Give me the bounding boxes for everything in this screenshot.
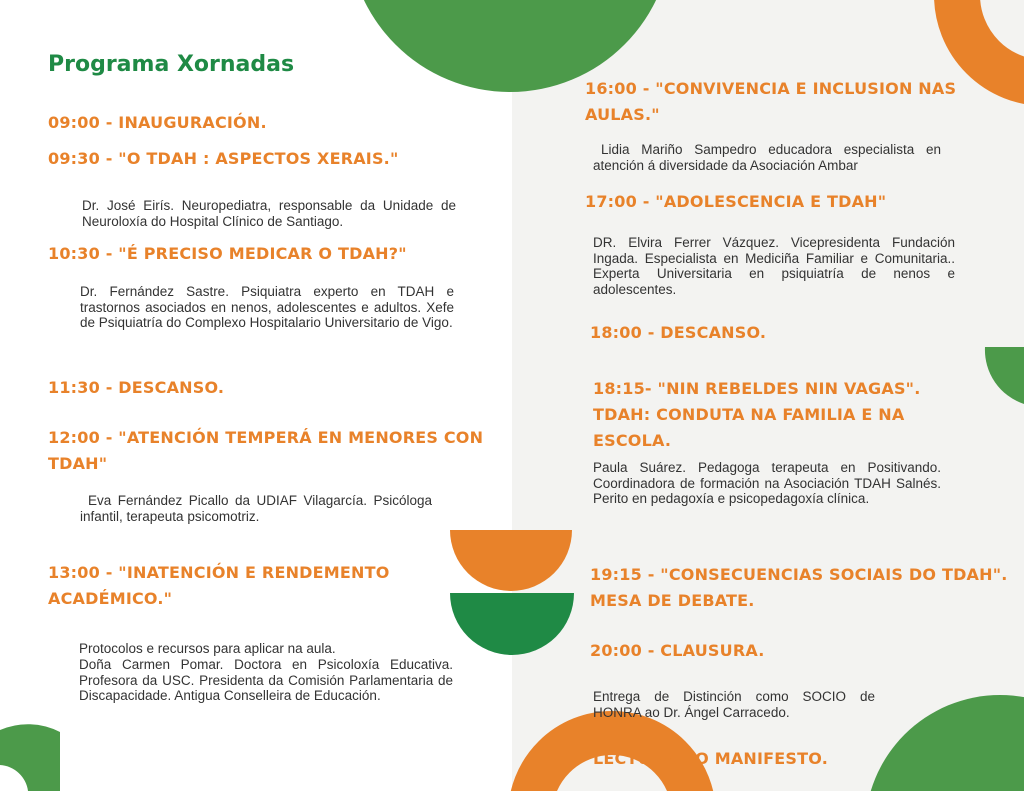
session-heading: 09:00 - INAUGURACIÓN. [48, 113, 267, 132]
right-green-quarter [985, 347, 1024, 404]
page-title: Programa Xornadas [48, 52, 295, 77]
session-heading: 12:00 - "ATENCIÓN TEMPERÁ EN MENORES CON TDAH" [48, 428, 484, 473]
session-heading: 18:15- "NIN REBELDES NIN VAGAS". TDAH: CONDUTA NA FAMILIA E NA ESCOLA. [593, 379, 921, 450]
center-orange-bowl [450, 530, 572, 591]
session-description: Entrega de Distinción como SOCIO de HONRA ao Dr. Ángel Carracedo. [593, 689, 875, 720]
session-heading: 20:00 - CLAUSURA. [590, 641, 765, 660]
session-heading: LECTURA DO MANIFESTO. [593, 749, 828, 768]
session-description: Protocolos e recursos para aplicar na aula. [79, 641, 336, 656]
session-heading: 13:00 - "INATENCIÓN E RENDEMENTO ACADÉMICO." [48, 563, 390, 608]
bottom-left-green-arc [0, 724, 60, 791]
session-heading: 19:15 - "CONSECUENCIAS SOCIAIS DO TDAH". MESA DE DEBATE. [590, 565, 1008, 610]
session-description: DR. Elvira Ferrer Vázquez. Vicepresidenta Fundación Ingada. Especialista en Mediciña Familiar e Comunitaria.. Experta Universitaria en psiquiatría de nenos e adolescentes. [593, 235, 955, 297]
session-description: Lidia Mariño Sampedro educadora especialista en atención á diversidade da Asociación Ambar [593, 142, 941, 173]
session-description: Doña Carmen Pomar. Doctora en Psicoloxía Educativa. Profesora da USC. Presidenta da Comisión Parlamentaria de Discapacidade. Antigua Conselleira de Educación. [79, 657, 453, 703]
session-heading: 18:00 - DESCANSO. [590, 323, 767, 342]
session-heading: 11:30 - DESCANSO. [48, 378, 225, 397]
center-green-bowl [450, 593, 574, 655]
session-heading: 10:30 - "É PRECISO MEDICAR O TDAH?" [48, 244, 407, 263]
session-heading: 16:00 - "CONVIVENCIA E INCLUSION NAS AULAS." [585, 79, 957, 124]
session-description: Paula Suárez. Pedagoga terapeuta en Positivando. Coordinadora de formación na Asociación TDAH Salnés. Perito en pedagoxía e psicopedagoxía clínica. [593, 460, 941, 506]
bottom-right-green-circle [865, 695, 1024, 791]
session-description: Dr. Fernández Sastre. Psiquiatra experto en TDAH e trastornos asociados en nenos, adolescentes e adultos. Xefe de Psiquiatría do Complexo Hospitalario Universitario de Vigo. [80, 284, 454, 330]
session-description: Eva Fernández Picallo da UDIAF Vilagarcía. Psicóloga infantil, terapeuta psicomotriz. [80, 493, 432, 524]
session-heading: 17:00 - "ADOLESCENCIA E TDAH" [585, 192, 887, 211]
session-heading: 09:30 - "O TDAH : ASPECTOS XERAIS." [48, 149, 399, 168]
session-description: Dr. José Eirís. Neuropediatra, responsable da Unidade de Neuroloxía do Hospital Clínico de Santiago. [82, 198, 456, 229]
top-right-orange-ring [957, 0, 1024, 83]
